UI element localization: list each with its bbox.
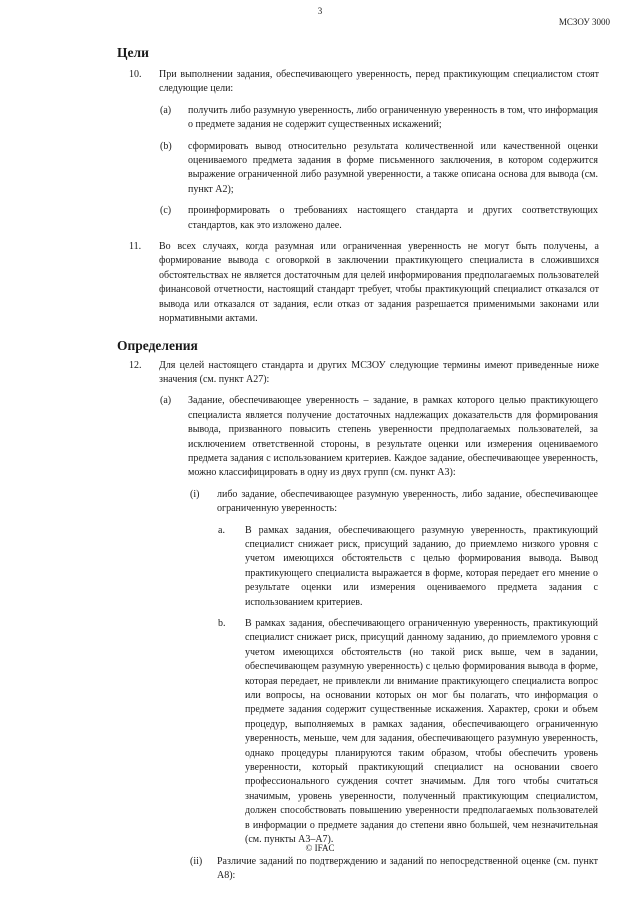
definition-12a-i (0, 488, 640, 517)
paragraph-number: 12. (129, 359, 142, 371)
definition-12a (0, 394, 640, 480)
list-item-text: В рамках задания, обеспечивающего ограниченную уверенность, практикующий специалист снижает риск, присущий данному заданию, до приемлемого уровня с учетом имеющихся обстоятельств (но такой риск выше, чем в задании, обеспечивающем разумную уверенность) с целью формирования вывода в форме, которая передает, не привлекли ли внимание практикующего специалиста вопрос или вопросы, на основании которых он мог бы полагать, что информация о предмете задания содержит существенные искажения. Характер, сроки и объем процедур, выполняемых в рамках задания, обеспечивающего ограниченную уверенность, меньше, чем для задания, обеспечивающего разумную уверенность, однако процедуры планируются таким образом, чтобы обеспечить уровень уверенности, который практикующий специалист на основании своего профессионального суждения сочтет значимым. Для того чтобы считаться значимым, уровень уверенности, полученный практикующим специалистом, должен способствовать повышению уверенности предполагаемых пользователей в информации о предмете задания до степени явно большей, чем незначительная (см. пункты А3–А7). (245, 618, 598, 846)
list-marker: (ii) (190, 855, 203, 867)
paragraph-10 (0, 68, 640, 97)
document-body (0, 44, 640, 883)
list-marker: (a) (160, 395, 172, 407)
paragraph-text: При выполнении задания, обеспечивающего уверенность, перед практикующим специалистом стоят следующие цели: (159, 69, 599, 95)
list-item-text: проинформировать о требованиях настоящего стандарта и других соответствующих стандартов, как это изложено далее. (188, 205, 598, 231)
list-item-text: сформировать вывод относительно результата количественной или качественной оценки оцениваемого предмета задания в форме письменного заключения, в котором содержится выражение ограниченной либо разумной уверенности, а также описана основа для вывода (см. пункт А2); (188, 140, 598, 195)
list-marker: (b) (160, 140, 172, 152)
list-marker: b. (218, 618, 226, 629)
list-marker: (i) (190, 488, 200, 500)
list-item-10c (0, 204, 640, 233)
paragraph-12 (0, 359, 640, 388)
page-number: 3 (317, 6, 323, 16)
paragraph-number: 11. (129, 241, 142, 253)
list-item-10b (0, 140, 640, 198)
paragraph-text: Для целей настоящего стандарта и других МСЗОУ следующие термины имеют приведенные ниже значения (см. пункт А27): (159, 359, 599, 385)
list-item-text: В рамках задания, обеспечивающего разумную уверенность, практикующий специалист снижает риск, присущий заданию, до приемлемо низкого уровня с учетом имеющихся обстоятельств с целью формирования вывода. Вывод практикующего специалиста выражается в форме, которая передает его мнение о результате оценки или измерения оцениваемого предмета задания с использованием критериев. (245, 524, 598, 608)
footer-copyright: © IFAC (305, 843, 335, 853)
list-item-text: Различие заданий по подтверждению и заданий по непосредственной оценке (см. пункт А8): (217, 855, 598, 881)
definition-12a-ii (0, 855, 640, 884)
list-marker: a. (218, 524, 225, 536)
section-heading-objectives: Цели (117, 45, 149, 60)
list-item-10a (0, 104, 640, 133)
paragraph-text: Во всех случаях, когда разумная или ограниченная уверенность не могут быть получены, а формирование вывода с оговоркой в заключении практикующего специалиста в сложившихся обстоятельствах не является достаточным для целей информирования предполагаемых пользователей финансовой отчетности, настоящий стандарт требует, чтобы практикующий специалист отказался от вывода или отказался от задания, если отказ от задания разрешается применимыми законами или нормативными актами. (159, 241, 599, 325)
paragraph-11 (0, 240, 640, 326)
section-heading-definitions: Определения (117, 337, 198, 353)
list-item-text: либо задание, обеспечивающее разумную уверенность, либо задание, обеспечивающее ограниченную уверенность: (217, 488, 598, 515)
list-item-text: получить либо разумную уверенность, либо ограниченную уверенность в том, что информация о предмете задания не содержит существенных искажений; (188, 104, 598, 131)
list-marker: (c) (160, 205, 172, 217)
definition-12a-i-b (0, 617, 640, 848)
list-item-text: Задание, обеспечивающее уверенность – задание, в рамках которого целью практикующего специалиста является получение достаточных надлежащих доказательств для формирования вывода, призванного повысить степень уверенности предполагаемых пользователей, за исключением ответственной стороны, в результате оценки или измерения оцениваемого предмета задания с использованием критериев. Каждое задание, обеспечивающее уверенность, можно классифицировать в одну из двух групп (см. пункт А3): (188, 395, 598, 479)
standard-code: МСЗОУ 3000 (558, 17, 610, 27)
definition-12a-i-a (0, 524, 640, 610)
list-marker: (a) (160, 104, 172, 116)
paragraph-number: 10. (129, 69, 142, 80)
